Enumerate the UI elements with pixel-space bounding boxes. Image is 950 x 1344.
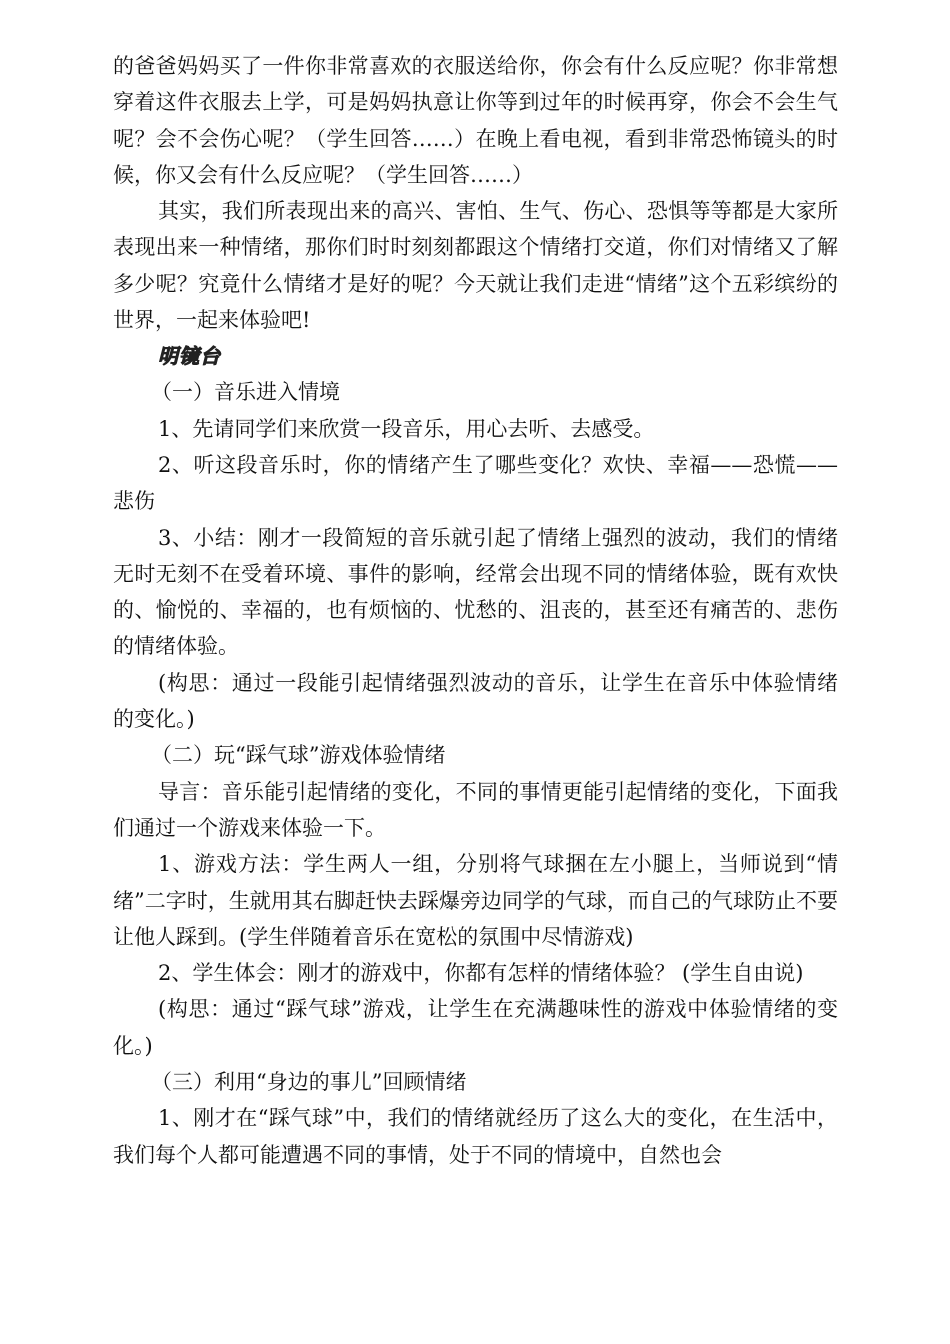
paragraph: 2、听这段音乐时，你的情绪产生了哪些变化？欢快、幸福——恐慌——悲伤	[113, 452, 838, 514]
paragraph: 2、学生体会：刚才的游戏中，你都有怎样的情绪体验？ (学生自由说)	[158, 961, 804, 986]
paragraph: 1、游戏方法：学生两人一组，分别将气球捆在左小腿上，当师说到“情绪”二字时，生就用其右脚赶快去踩爆旁边同学的气球，而自己的气球防止不要让他人踩到。(学生伴随着音乐在宽松的氛围中尽情游戏)	[113, 852, 838, 949]
paragraph: (构思：通过“踩气球”游戏，让学生在充满趣味性的游戏中体验情绪的变化。)	[113, 997, 838, 1058]
paragraph: 导言：音乐能引起情绪的变化，不同的事情更能引起情绪的变化，下面我们通过一个游戏来体验一下。	[113, 779, 838, 840]
paragraph: 其实，我们所表现出来的高兴、害怕、生气、伤心、恐惧等等都是大家所表现出来一种情绪，那你们时时刻刻都跟这个情绪打交道，你们对情绪又了解多少呢？究竟什么情绪才是好的呢？今天就让我们走进“情绪”这个五彩缤纷的世界，一起来体验吧!	[113, 199, 838, 333]
paragraph: 1、先请同学们来欣赏一段音乐，用心去听、去感受。	[158, 416, 655, 441]
paragraph: 1、刚才在“踩气球”中，我们的情绪就经历了这么大的变化，在生活中，我们每个人都可能遭遇不同的事情，处于不同的情境中，自然也会	[113, 1106, 838, 1167]
paragraph: (构思：通过一段能引起情绪强烈波动的音乐，让学生在音乐中体验情绪的变化。)	[113, 670, 838, 732]
section-heading-1: （一）音乐进入情境	[151, 380, 340, 405]
document-page	[113, 48, 838, 1173]
paragraph: 3、小结：刚才一段简短的音乐就引起了情绪上强烈的波动，我们的情绪无时无刻不在受着环境、事件的影响，经常会出现不同的情绪体验，既有欢快的、愉悦的、幸福的，也有烦恼的、忧愁的、沮丧的，甚至还有痛苦的、悲伤的情绪体验。	[113, 525, 838, 659]
section-heading-2: （二）玩“踩气球”游戏体验情绪	[151, 743, 446, 768]
paragraph: 的爸爸妈妈买了一件你非常喜欢的衣服送给你，你会有什么反应呢？你非常想穿着这件衣服去上学，可是妈妈执意让你等到过年的时候再穿，你会不会生气呢？会不会伤心呢？（学生回答……）在晚上看电视，看到非常恐怖镜头的时候，你又会有什么反应呢？（学生回答……）	[113, 54, 838, 187]
section-heading-3: （三）利用“身边的事儿”回顾情绪	[151, 1070, 467, 1095]
section-logo-mingjingtai: 明镜台	[158, 344, 221, 369]
